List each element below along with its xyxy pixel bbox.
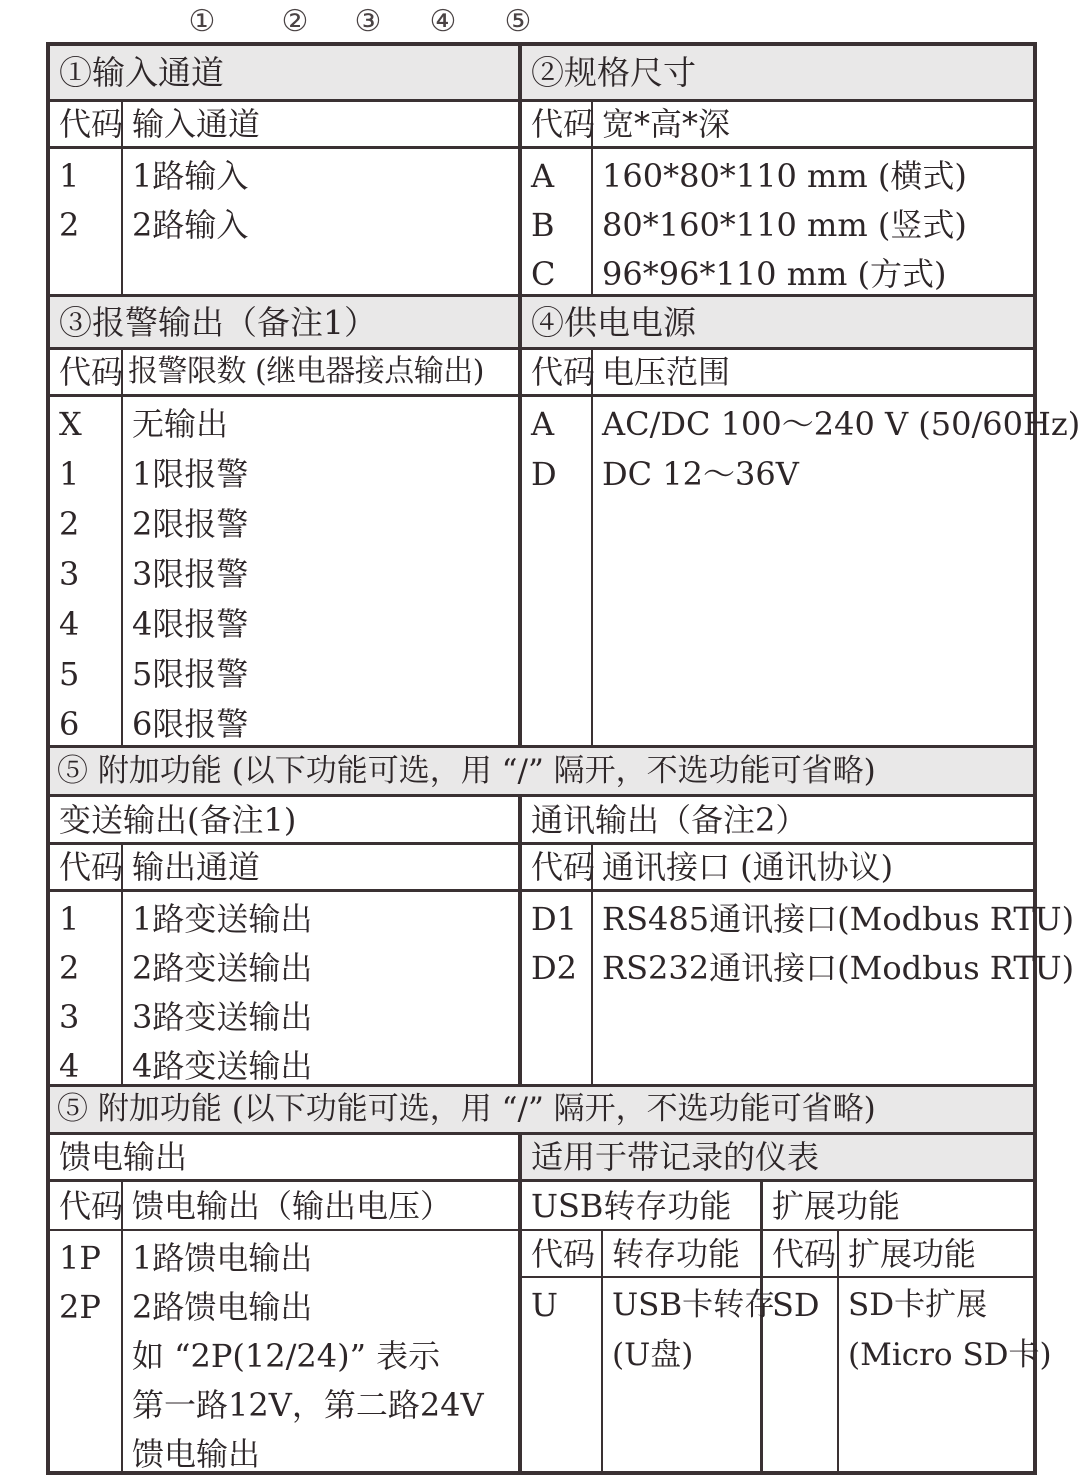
value-cell: (U盘) [612,1336,694,1373]
recorder-applicable-subtitle: 适用于带记录的仪表 [522,1135,1033,1179]
value-cell: 4路变送输出 [132,1046,313,1085]
code-cell: SD [772,1286,820,1324]
subtitle-row-2 [50,1132,1033,1179]
value-cell: 如 “2P(12/24)” 表示 [132,1336,441,1375]
code-cell: 2 [59,948,80,987]
value-cell: RS232通讯接口(Modbus RTU) [602,948,1075,987]
s1-code-header: 代码 [50,102,123,146]
legend-circle-3: ③ [354,4,382,39]
dimensions-title: ②规格尺寸 [522,46,1033,99]
value-cell: 2路变送输出 [132,948,313,987]
data-row-region-1 [50,146,1033,294]
code-cell: 3 [59,555,80,593]
s7-header-row [50,1182,518,1229]
legend-circle-1: ① [188,4,216,39]
s3-code-header: 代码 [50,350,123,394]
value-cell: 2路馈电输出 [132,1287,313,1326]
value-cell: 1路馈电输出 [132,1238,313,1277]
s1-value-header: 输入通道 [132,105,261,143]
s2-value-header: 宽*高*深 [602,105,731,143]
code-cell: 4 [59,605,80,643]
alarm-output-title: ③报警输出（备注1） [50,297,518,347]
usb-function-header: USB转存功能 [531,1186,732,1225]
feed-output-subtitle: 馈电输出 [59,1138,188,1176]
s5-value-header: 输出通道 [132,848,261,886]
code-cell: 6 [59,705,80,743]
code-cell: D1 [531,899,578,938]
code-cell: 4 [59,1046,80,1085]
ext-code-header: 代码 [763,1231,839,1276]
value-cell: 2限报警 [132,505,249,543]
column-header-row-3 [50,842,1033,889]
value-cell: USB卡转存 [612,1286,776,1323]
additional-functions-banner-1 [50,745,1033,794]
s6-code-header: 代码 [522,845,593,889]
value-cell: 无输出 [132,405,229,443]
code-cell: D [531,455,557,493]
legend-circle-5: ⑤ [504,4,532,39]
value-cell: 80*160*110 mm (竖式) [602,205,967,244]
value-cell: 2路输入 [132,205,249,244]
code-cell: 5 [59,655,80,693]
legend-circle-4: ④ [429,4,457,39]
section-title-row-2 [50,294,1033,347]
data-row-region-3 [50,889,1075,1085]
s4-code-header: 代码 [522,350,593,394]
s6-value-header: 通讯接口 (通讯协议) [602,848,894,886]
s8-column-header-row [522,1229,1033,1276]
value-cell: DC 12～36V [602,455,799,493]
value-cell: 96*96*110 mm (方式) [602,254,947,293]
value-cell: SD卡扩展 [848,1286,988,1323]
value-cell: RS485通讯接口(Modbus RTU) [602,899,1075,938]
code-cell: 2 [59,205,80,244]
banner-text: ⑤ 附加功能 (以下功能可选，用 “/” 隔开，不选功能可省略) [50,748,1033,794]
s3-value-header: 报警限数 (继电器接点输出) [128,354,484,389]
s8-group-header-row [522,1182,1033,1229]
column-header-row-1 [50,99,1033,146]
usb-value-header: 转存功能 [612,1234,741,1273]
code-cell: 1 [59,156,80,195]
value-cell: 160*80*110 mm (横式) [602,156,967,195]
s2-code-header: 代码 [522,102,593,146]
transmit-output-subtitle: 变送输出(备注1) [59,800,297,839]
s8-data-region [522,1276,1052,1471]
power-supply-title: ④供电电源 [522,297,1033,347]
bottom-composite-region [50,1179,1052,1473]
banner-text: ⑤ 附加功能 (以下功能可选，用 “/” 隔开，不选功能可省略) [50,1087,1033,1132]
input-channel-title: ①输入通道 [50,46,518,99]
expansion-function-header: 扩展功能 [772,1186,901,1225]
ext-value-header: 扩展功能 [848,1234,977,1273]
value-cell: AC/DC 100～240 V (50/60Hz) [602,405,1080,443]
circled-number-legend [0,0,1080,42]
value-cell: 1路输入 [132,156,249,195]
data-row-region-2 [50,394,1080,745]
code-cell: U [531,1286,558,1324]
code-cell: 1P [59,1238,101,1277]
code-cell: C [531,254,556,293]
comm-output-subtitle: 通讯输出（备注2） [531,800,808,839]
additional-functions-banner-2 [50,1084,1033,1132]
value-cell: (Micro SD卡) [848,1336,1052,1373]
value-cell: 6限报警 [132,705,249,743]
legend-circle-2: ② [281,4,309,39]
s7-code-header: 代码 [50,1182,123,1229]
value-cell: 第一路12V，第二路24V [132,1385,484,1424]
s5-code-header: 代码 [50,845,123,889]
value-cell: 3路变送输出 [132,997,313,1036]
code-cell: X [59,405,82,443]
value-cell: 1路变送输出 [132,899,313,938]
code-cell: D2 [531,948,578,987]
code-cell: 2P [59,1287,101,1326]
code-cell: 3 [59,997,80,1036]
s4-value-header: 电压范围 [602,353,731,391]
ordering-code-table [46,42,1080,1475]
value-cell: 1限报警 [132,455,249,493]
code-cell: B [531,205,555,244]
value-cell: 4限报警 [132,605,249,643]
s7-data-region [50,1229,518,1471]
code-cell: A [531,156,555,195]
s7-value-header: 馈电输出（输出电压） [132,1186,453,1225]
usb-code-header: 代码 [522,1231,603,1276]
subtitle-row-1 [50,794,1033,842]
column-header-row-2 [50,347,1033,394]
value-cell: 5限报警 [132,655,249,693]
section-title-row-1 [50,46,1033,99]
code-cell: 1 [59,455,80,493]
value-cell: 3限报警 [132,555,249,593]
code-cell: 1 [59,899,80,938]
code-cell: A [531,405,555,443]
value-cell: 馈电输出 [132,1434,261,1473]
code-cell: 2 [59,505,80,543]
